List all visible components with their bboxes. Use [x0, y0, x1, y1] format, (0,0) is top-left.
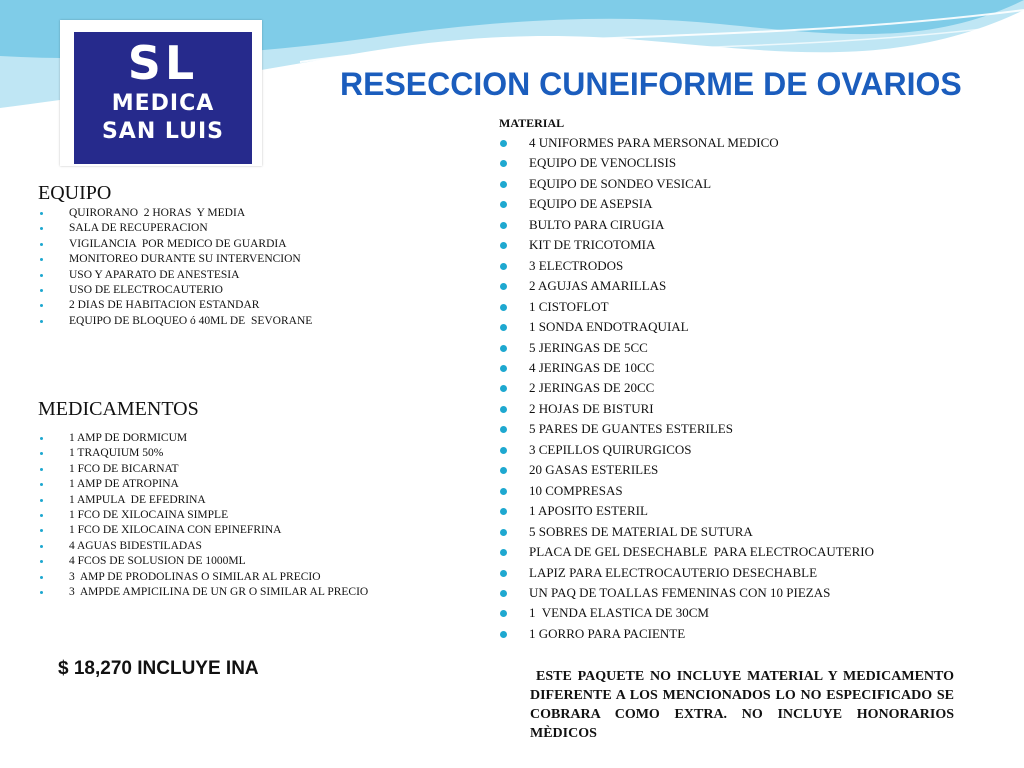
material-item: 1 VENDA ELASTICA DE 30CM: [499, 603, 979, 623]
material-list: [499, 133, 979, 644]
equipo-item: USO DE ELECTROCAUTERIO: [38, 283, 478, 298]
page-title: RESECCION CUNEIFORME DE OVARIOS: [340, 66, 962, 102]
material-item: EQUIPO DE ASEPSIA: [499, 194, 979, 214]
package-price: $ 18,270 INCLUYE INA: [58, 658, 259, 679]
medicamento-item: 4 AGUAS BIDESTILADAS: [38, 539, 478, 554]
equipo-item: MONITOREO DURANTE SU INTERVENCION: [38, 252, 478, 267]
material-item: 2 HOJAS DE BISTURI: [499, 399, 979, 419]
logo-badge: [74, 32, 252, 164]
material-item: 4 UNIFORMES PARA MERSONAL MEDICO: [499, 133, 979, 153]
material-item: KIT DE TRICOTOMIA: [499, 235, 979, 255]
material-item: 4 JERINGAS DE 10CC: [499, 358, 979, 378]
medica-san-luis-logo: [60, 20, 262, 166]
medicamento-item: 1 FCO DE XILOCAINA SIMPLE: [38, 508, 478, 523]
medicamento-item: 1 AMPULA DE EFEDRINA: [38, 493, 478, 508]
equipo-list: [38, 206, 478, 329]
material-item: 5 JERINGAS DE 5CC: [499, 338, 979, 358]
material-item: UN PAQ DE TOALLAS FEMENINAS CON 10 PIEZAS: [499, 583, 979, 603]
material-item: 1 SONDA ENDOTRAQUIAL: [499, 317, 979, 337]
material-item: 5 PARES DE GUANTES ESTERILES: [499, 419, 979, 439]
material-item: EQUIPO DE SONDEO VESICAL: [499, 174, 979, 194]
material-item: EQUIPO DE VENOCLISIS: [499, 153, 979, 173]
material-item: BULTO PARA CIRUGIA: [499, 215, 979, 235]
package-disclaimer: ESTE PAQUETE NO INCLUYE MATERIAL Y MEDICAMENTO DIFERENTE A LOS MENCIONADOS LO NO ESPECIFICADO SE COBRARA COMO EXTRA. NO INCLUYE HONORARIOS MÈDICOS: [530, 669, 954, 741]
material-item: LAPIZ PARA ELECTROCAUTERIO DESECHABLE: [499, 563, 979, 583]
material-item: 1 CISTOFLOT: [499, 297, 979, 317]
medicamento-item: 3 AMPDE AMPICILINA DE UN GR O SIMILAR AL PRECIO: [38, 585, 478, 600]
material-heading: MATERIAL: [499, 116, 565, 130]
equipo-item: QUIRORANO 2 HORAS Y MEDIA: [38, 206, 478, 221]
medicamentos-list: [38, 431, 478, 600]
material-item: PLACA DE GEL DESECHABLE PARA ELECTROCAUTERIO: [499, 542, 979, 562]
medicamento-item: 4 FCOS DE SOLUSION DE 1000ML: [38, 554, 478, 569]
logo-line-1: MEDICA: [111, 91, 215, 116]
medicamento-item: 1 FCO DE XILOCAINA CON EPINEFRINA: [38, 523, 478, 538]
medicamento-item: 1 AMP DE ATROPINA: [38, 477, 478, 492]
material-item: 20 GASAS ESTERILES: [499, 460, 979, 480]
material-item: 2 AGUJAS AMARILLAS: [499, 276, 979, 296]
medicamento-item: 3 AMP DE PRODOLINAS O SIMILAR AL PRECIO: [38, 570, 478, 585]
equipo-item: USO Y APARATO DE ANESTESIA: [38, 268, 478, 283]
material-item: 1 APOSITO ESTERIL: [499, 501, 979, 521]
equipo-heading: EQUIPO: [38, 182, 112, 204]
medicamentos-heading: MEDICAMENTOS: [38, 398, 199, 420]
logo-line-2: SAN LUIS: [101, 119, 225, 144]
equipo-item: SALA DE RECUPERACION: [38, 221, 478, 236]
material-item: 3 CEPILLOS QUIRURGICOS: [499, 440, 979, 460]
medicamento-item: 1 FCO DE BICARNAT: [38, 462, 478, 477]
material-item: 2 JERINGAS DE 20CC: [499, 378, 979, 398]
material-item: 10 COMPRESAS: [499, 481, 979, 501]
material-item: 5 SOBRES DE MATERIAL DE SUTURA: [499, 522, 979, 542]
logo-abbr: SL: [127, 36, 199, 90]
equipo-item: 2 DIAS DE HABITACION ESTANDAR: [38, 298, 478, 313]
medicamento-item: 1 TRAQUIUM 50%: [38, 446, 478, 461]
material-item: 3 ELECTRODOS: [499, 256, 979, 276]
material-item: 1 GORRO PARA PACIENTE: [499, 624, 979, 644]
medicamento-item: 1 AMP DE DORMICUM: [38, 431, 478, 446]
equipo-item: EQUIPO DE BLOQUEO ó 40ML DE SEVORANE: [38, 314, 478, 329]
equipo-item: VIGILANCIA POR MEDICO DE GUARDIA: [38, 237, 478, 252]
